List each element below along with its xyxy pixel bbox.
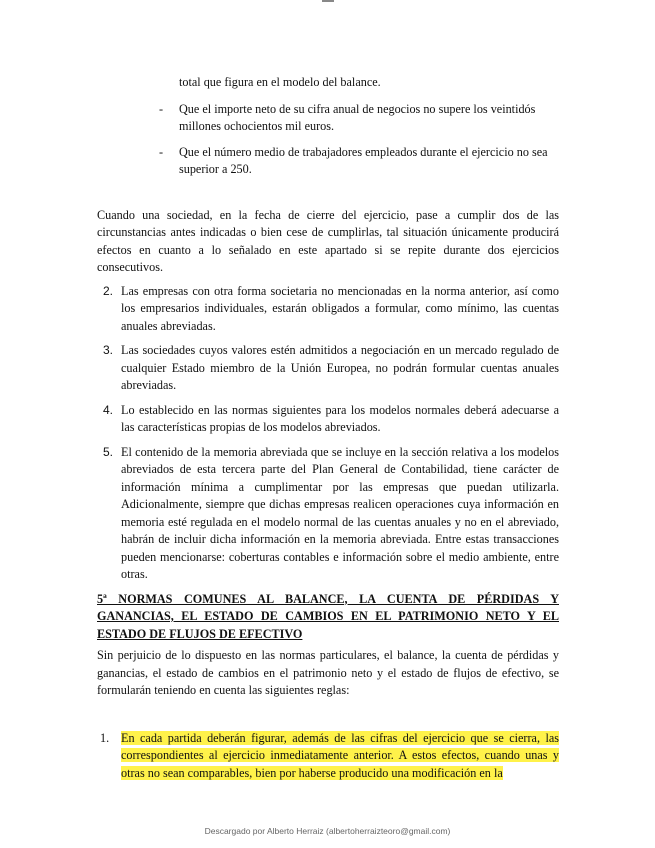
- numbered-item: [97, 342, 559, 395]
- numbered-item: [97, 444, 559, 584]
- section-heading: 5ª NORMAS COMUNES AL BALANCE, LA CUENTA DE PÉRDIDAS Y GANANCIAS, EL ESTADO DE CAMBIOS EN EL PATRIMONIO NETO Y EL ESTADO DE FLUJOS DE EFECTIVO: [97, 591, 559, 641]
- item-number: 5.: [103, 444, 114, 459]
- numbered-item: [97, 283, 559, 336]
- download-footer: Descargado por Alberto Herraiz (albertoherraizteoro@gmail.com): [204, 826, 451, 836]
- paragraph-consecutive-years: Cuando una sociedad, en la fecha de cierre del ejercicio, pase a cumplir dos de las circunstancias antes indicadas o bien cese de cumplirlas, tal situación únicamente producirá efectos en cuanto a lo señalado en este apartado si se repite durante dos ejercicios consecutivos.: [97, 207, 559, 274]
- item-number: 1.: [100, 730, 110, 745]
- item-text: El contenido de la memoria abreviada que se incluye en la sección relativa a los modelos abreviados de esta tercera parte del Plan General de Contabilidad, tiene carácter de información mínima a cumplimentar por las empresas que puedan utilizarla. Adicionalmente, siempre que dichas empresas realicen operaciones cuya información en memoria esté regulada en el modelo normal de las cuentas anuales y no en el abreviado, habrán de incluir dicha información en la memoria abreviada. Entre estas transacciones pueden mencionarse: coberturas contables e información sobre el medio ambiente, entre otras.: [121, 444, 559, 581]
- numbered-item: [97, 402, 559, 437]
- dash-bullet: -: [159, 101, 164, 116]
- item-text: Las sociedades cuyos valores estén admitidos a negociación en un mercado regulado de cualquier Estado miembro de la Unión Europea, no podrán formular cuentas anuales abreviadas.: [121, 343, 559, 392]
- dash-item-text: Que el importe neto de su cifra anual de negocios no supere los veintidós millones ochocientos mil euros.: [179, 101, 536, 133]
- item-number: 3.: [103, 343, 114, 357]
- item-number: 2.: [103, 283, 114, 298]
- dash-bullet: -: [159, 144, 164, 159]
- document-page: [97, 74, 559, 782]
- dash-item-text: Que el número medio de trabajadores empleados durante el ejercicio no sea superior a 250.: [179, 144, 548, 176]
- item-text: Lo establecido en las normas siguientes para los modelos normales deberá adecuarse a las características propias de los modelos abreviados.: [121, 402, 559, 434]
- list-continuation-text: total que figura en el modelo del balance.: [179, 75, 381, 89]
- highlighted-numbered-item: [97, 730, 559, 783]
- highlighted-text: En cada partida deberán figurar, además de las cifras del ejercicio que se cierra, las correspondientes al ejercicio inmediatamente anterior. A estos efectos, cuando unas y otras no sean comparables, bien por haberse producido una modificación en la: [121, 730, 559, 780]
- item-number: 4.: [103, 402, 114, 417]
- page-top-mark: [322, 0, 334, 2]
- dash-list-item: [97, 144, 559, 179]
- paragraph-rules-intro: Sin perjuicio de lo dispuesto en las normas particulares, el balance, la cuenta de pérdidas y ganancias, el estado de cambios en el patrimonio neto y el estado de flujos de efectivo, se formularán teniendo en cuenta las siguientes reglas:: [97, 648, 559, 697]
- item-text: Las empresas con otra forma societaria no mencionadas en la norma anterior, así como los empresarios individuales, estarán obligados a formular, como mínimo, las cuentas anuales abreviadas.: [121, 283, 559, 333]
- dash-list-item: [97, 101, 559, 136]
